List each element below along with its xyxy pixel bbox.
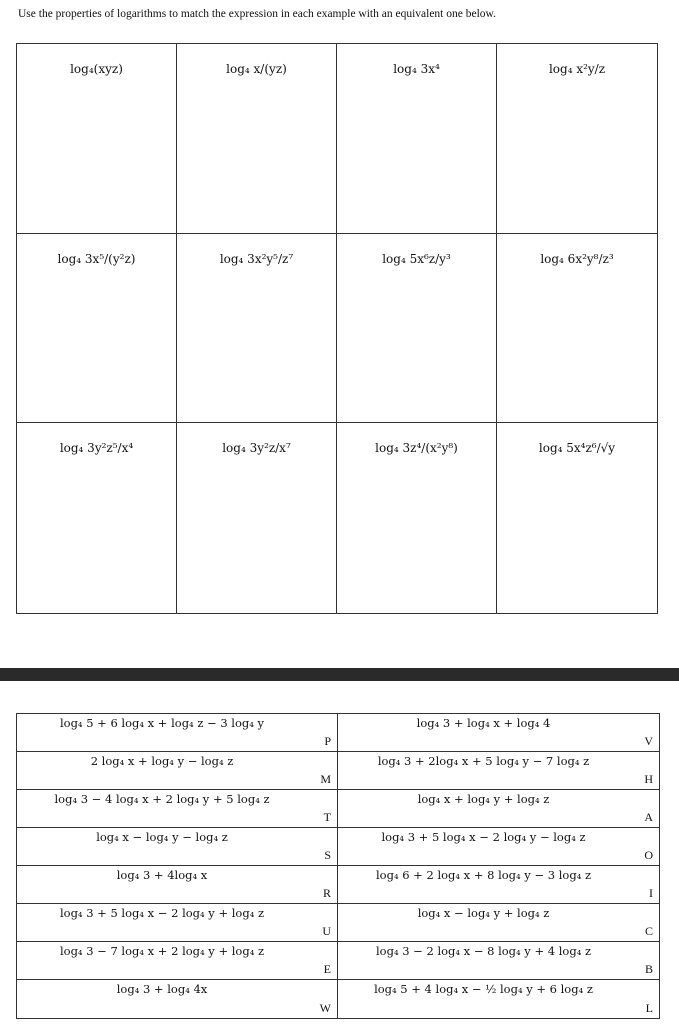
answer-expression: log₄ 3 + log₄ x + log₄ 4 [416, 716, 551, 730]
answer-letter: M [320, 772, 331, 786]
problem-expression: log₄ x/(yz) [226, 62, 287, 76]
problem-expression: log₄ 3x⁴ [393, 62, 440, 76]
answer-expression: log₄ 3 + 5 log₄ x − 2 log₄ y + log₄ z [59, 906, 265, 920]
answer-letter: W [319, 1001, 331, 1015]
answer-letter: S [324, 848, 331, 862]
answer-row [338, 942, 659, 980]
problem-expression: log₄ x²y/z [548, 62, 606, 76]
answer-row [17, 790, 338, 828]
problem-cell[interactable] [17, 423, 177, 613]
answer-row [338, 828, 659, 866]
answer-row [17, 752, 338, 790]
answer-letter: T [323, 810, 331, 824]
answer-row [338, 866, 659, 904]
answer-row [17, 904, 338, 942]
problem-cell[interactable] [497, 44, 657, 234]
answer-row [17, 866, 338, 904]
answer-letter: E [323, 962, 331, 976]
answer-expression: log₄ 3 + 4log₄ x [116, 868, 208, 882]
answer-row [338, 980, 659, 1018]
answer-row [338, 790, 659, 828]
problem-expression: log₄ 3y²z/x⁷ [222, 441, 291, 456]
answer-expression: log₄ 3 − 2 log₄ x − 8 log₄ y + 4 log₄ z [375, 944, 592, 958]
answer-table [16, 713, 660, 1019]
answer-expression: log₄ 3 + 2log₄ x + 5 log₄ y − 7 log₄ z [377, 754, 590, 768]
answer-letter: A [644, 810, 653, 824]
answer-row [17, 714, 338, 752]
answer-expression: log₄ 5 + 6 log₄ x + log₄ z − 3 log₄ y [59, 716, 265, 730]
instructions: Use the properties of logarithms to match the expression in each example with an equivalent one below. [18, 8, 496, 20]
problem-cell[interactable] [497, 234, 657, 424]
answer-row [17, 942, 338, 980]
answer-letter: R [322, 886, 331, 900]
answer-letter: H [644, 772, 653, 786]
answer-row [338, 904, 659, 942]
problem-expression: log₄ 3x²y⁵/z⁷ [219, 251, 294, 266]
problem-grid [16, 43, 658, 614]
section-divider [0, 668, 679, 681]
problem-expression: log₄ 3y²z⁵/x⁴ [59, 441, 134, 456]
answer-expression: log₄ 3 − 7 log₄ x + 2 log₄ y + log₄ z [59, 944, 265, 958]
problem-expression: log₄ 3x⁵/(y²z) [57, 251, 136, 266]
answer-row [17, 980, 338, 1018]
answer-expression: log₄ x + log₄ y + log₄ z [417, 792, 550, 806]
answer-letter: P [324, 734, 331, 748]
problem-cell[interactable] [337, 44, 497, 234]
answer-expression: log₄ 3 + log₄ 4x [116, 982, 208, 996]
answer-expression: log₄ 3 + 5 log₄ x − 2 log₄ y − log₄ z [381, 830, 586, 844]
problem-cell[interactable] [177, 234, 337, 424]
answer-letter: C [644, 924, 653, 938]
answer-letter: V [644, 734, 653, 748]
answer-row [338, 714, 659, 752]
answer-row [17, 828, 338, 866]
answer-expression: log₄ x − log₄ y − log₄ z [96, 830, 228, 844]
answer-letter: B [644, 962, 653, 976]
problem-cell[interactable] [17, 44, 177, 234]
answer-letter: I [649, 886, 653, 900]
problem-cell[interactable] [177, 44, 337, 234]
problem-expression: log₄ 3z⁴/(x²y⁸) [375, 441, 458, 456]
answer-letter: U [322, 924, 331, 938]
answer-expression: log₄ 3 − 4 log₄ x + 2 log₄ y + 5 log₄ z [54, 792, 270, 806]
answer-expression: log₄ x − log₄ y + log₄ z [417, 906, 550, 920]
answer-expression: 2 log₄ x + log₄ y − log₄ z [90, 754, 234, 768]
problem-cell[interactable] [337, 423, 497, 613]
problem-cell[interactable] [17, 234, 177, 424]
answer-letter: L [645, 1001, 653, 1015]
problem-cell[interactable] [497, 423, 657, 613]
problem-expression: log₄ 5x⁶z/y³ [382, 251, 451, 266]
problem-expression: log₄(xyz) [70, 62, 123, 76]
answer-expression: log₄ 5 + 4 log₄ x − ½ log₄ y + 6 log₄ z [374, 982, 593, 996]
problem-expression: log₄ 6x²y⁸/z³ [540, 251, 614, 266]
problem-expression: log₄ 5x⁴z⁶/√y [538, 441, 616, 456]
problem-cell[interactable] [177, 423, 337, 613]
answer-row [338, 752, 659, 790]
answer-expression: log₄ 6 + 2 log₄ x + 8 log₄ y − 3 log₄ z [375, 868, 592, 882]
problem-cell[interactable] [337, 234, 497, 424]
answer-letter: O [644, 848, 653, 862]
